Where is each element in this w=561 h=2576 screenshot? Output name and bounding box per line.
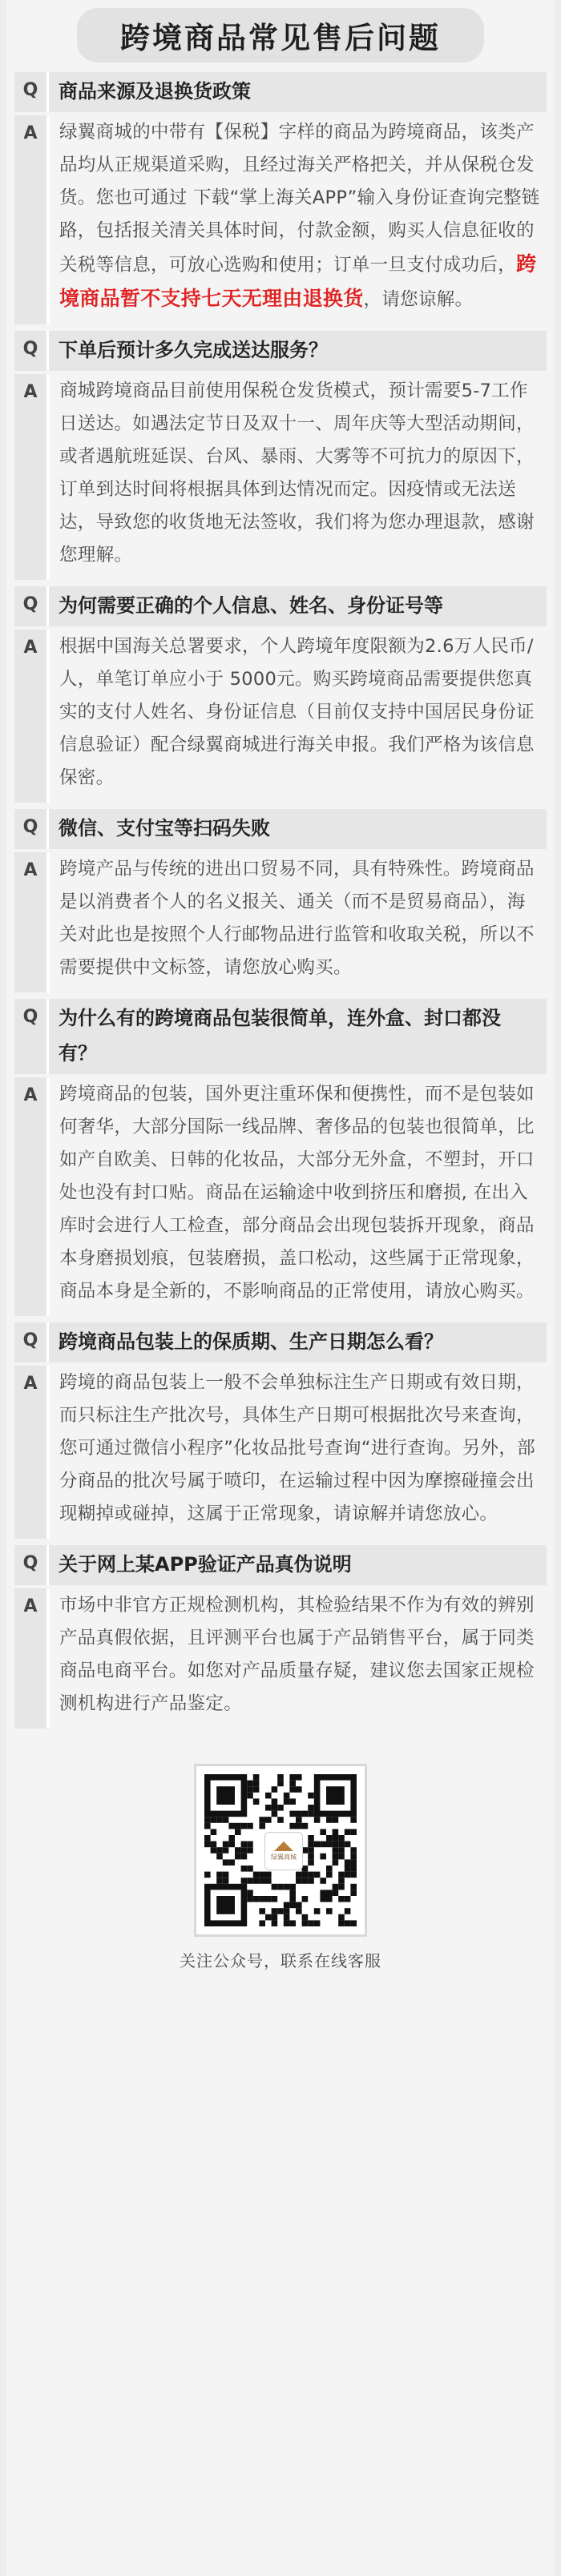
faq-page [6,0,555,2576]
answer-segment: ，请您谅解。 [363,289,474,310]
faq-list [6,72,555,1729]
answer-row [14,115,547,324]
faq-item [14,72,547,324]
page-title: 跨境商品常见售后问题 [120,21,441,55]
answer-text [50,630,547,803]
answer-row [14,1077,547,1316]
faq-item [14,1322,547,1539]
answer-segment: 根据中国海关总署要求，个人跨境年度限额为2.6万人民币/人，单笔订单应小于 5000元。购买跨境商品需要提供您真实的支付人姓名、身份证信息（目前仅支持中国居民身份证信息验证）配合绿翼商城进行海关申报。我们严格为该信息保密。 [59,636,535,788]
answer-badge: A [14,852,50,992]
qr-area [6,1764,555,1971]
answer-badge: A [14,1366,50,1539]
answer-segment: 绿翼商城的中带有【保税】字样的商品为跨境商品，该类产品均从正规渠道采购，且经过海关严格把关，并从保税仓发货。您也可通过 下载“掌上海关APP”输入身份证查询完整链路，包括报关清关具体时间，付款金额，购买人信息征收的关税等信息，可放心选购和使用；订单一旦支付成功后， [59,122,540,276]
answer-segment: 跨境产品与传统的进出口贸易不同，具有特殊性。跨境商品是以消费者个人的名义报关、通关（而不是贸易商品），海关对此也是按照个人行邮物品进行监管和收取关税，所以不需要提供中文标签，请您放心购买。 [59,859,535,978]
question-text: 关于网上某APP验证产品真伪说明 [59,1553,352,1576]
answer-row [14,374,547,580]
question-text: 为何需要正确的个人信息、姓名、身份证号等 [59,594,443,617]
question-row [14,1322,547,1362]
answer-segment: 跨境的商品包装上一般不会单独标注生产日期或有效日期，而只标注生产批次号，具体生产日期可根据批次号来查询，您可通过微信小程序”化妆品批号查询“进行查询。另外，部分商品的批次号属于喷印，在运输过程中因为摩擦碰撞会出现糊掉或碰掉，这属于正常现象，请谅解并请您放心。 [59,1372,535,1524]
answer-text [50,1588,547,1729]
question-row [14,72,547,112]
question-badge: Q [14,1545,49,1585]
answer-text [50,115,547,324]
answer-text [50,1366,547,1539]
answer-segment: 商城跨境商品目前使用保税仓发货模式，预计需要5-7工作日送达。如遇法定节日及双十一、周年庆等大型活动期间，或者遇航班延误、台风、暴雨、大雾等不可抗力的原因下，订单到达时间将根据具体到达情况而定。因疫情或无法送达，导致您的收货地无法签收，我们将为您办理退款，感谢您理解。 [59,380,535,566]
answer-row [14,852,547,992]
answer-badge: A [14,374,50,580]
question-badge: Q [14,72,49,112]
answer-segment: 跨境商品的包装，国外更注重环保和便携性，而不是包装如何奢华，大部分国际一线品牌、奢侈品的包装也很简单，比如产自欧美、日韩的化妆品，大部分无外盒，不塑封，开口处也没有封口贴。商品在运输途中收到挤压和磨损, 在出入库时会进行人工检查，部分商品会出现包装拆开现象，商品本身磨损划痕，包装磨损，盖口松动，这些属于正常现象，商品本身是全新的，不影响商品的正常使用，请放心购买。 [59,1084,535,1302]
question-row [14,586,547,626]
faq-item [14,1545,547,1729]
answer-badge: A [14,115,50,324]
question-text: 为什么有的跨境商品包装很简单，连外盒、封口都没有？ [59,1007,501,1065]
question-text: 下单后预计多久完成送达服务？ [59,339,328,361]
house-logo-icon [274,1841,293,1851]
answer-badge: A [14,1588,50,1729]
answer-segment: 市场中非官方正规检测机构，其检验结果不作为有效的辨别产品真假依据，且评测平台也属于产品销售平台，属于同类商品电商平台。如您对产品质量存疑，建议您去国家正规检测机构进行产品鉴定。 [59,1595,535,1714]
answer-text [50,1077,547,1316]
question-row [14,809,547,849]
question-badge: Q [14,809,49,849]
answer-badge: A [14,630,50,803]
question-text: 跨境商品包装上的保质期、生产日期怎么看？ [59,1330,443,1353]
question-badge: Q [14,1322,49,1362]
faq-item [14,586,547,803]
question-row [14,1545,547,1585]
answer-row [14,1588,547,1729]
question-row [14,999,547,1074]
question-text: 微信、支付宝等扫码失败 [59,817,270,839]
faq-item [14,809,547,992]
question-badge: Q [14,999,49,1074]
store-logo [264,1832,303,1870]
faq-item [14,999,547,1316]
title-pill [77,8,484,62]
answer-highlight: 跨境商品暂不支持七天无理由退换货 [59,252,537,310]
question-text: 商品来源及退换货政策 [59,80,251,103]
answer-row [14,630,547,803]
answer-text [50,852,547,992]
answer-row [14,1366,547,1539]
qr-code[interactable] [194,1764,367,1937]
question-badge: Q [14,586,49,626]
answer-text [50,374,547,580]
question-row [14,331,547,371]
answer-badge: A [14,1077,50,1316]
question-badge: Q [14,331,49,371]
title-wrap [6,8,555,62]
qr-logo-text: 绿翼商城 [271,1853,297,1861]
qr-caption: 关注公众号，联系在线客服 [180,1951,381,1970]
faq-item [14,331,547,580]
